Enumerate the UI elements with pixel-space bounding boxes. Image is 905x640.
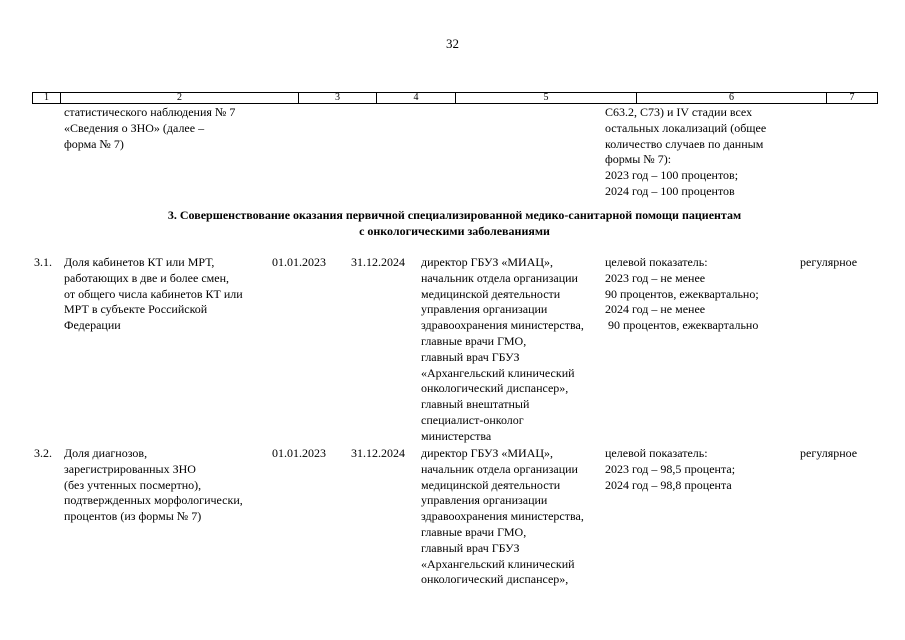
header-col-4: 4 <box>377 93 456 104</box>
row-end-date: 31.12.2024 <box>351 446 405 460</box>
row-indicator: целевой показатель: 2023 год – 98,5 процента; 2024 год – 98,8 процента <box>605 446 736 492</box>
header-col-3: 3 <box>299 93 377 104</box>
header-col-7: 7 <box>827 93 878 104</box>
header-col-2: 2 <box>61 93 299 104</box>
row-number: 3.1. <box>34 255 52 269</box>
page-number: 32 <box>446 36 459 51</box>
row-name: Доля диагнозов, зарегистрированных ЗНО (без учтенных посмертно), подтвержденных морфологически, процентов (из формы № 7) <box>64 446 243 524</box>
continuation-name: статистического наблюдения № 7 «Сведения о ЗНО» (далее – форма № 7) <box>64 105 236 151</box>
header-col-6: 6 <box>637 93 827 104</box>
row-start-date: 01.01.2023 <box>272 255 326 269</box>
row-indicator: целевой показатель: 2023 год – не менее 90 процентов, ежеквартально; 2024 год – не менее 90 процентов, ежеквартально <box>605 255 759 333</box>
section-title-line2: с онкологическими заболеваниями <box>359 224 550 238</box>
row-number: 3.2. <box>34 446 52 460</box>
header-col-5: 5 <box>456 93 637 104</box>
row-end-date: 31.12.2024 <box>351 255 405 269</box>
row-responsible: директор ГБУЗ «МИАЦ», начальник отдела организации медицинской деятельности управления организации здравоохранения министерства, главные врачи ГМО, главный врач ГБУЗ «Архангельский клинический онкологический диспансер», главный внештатный специалист-онколог министерства <box>421 255 584 443</box>
row-name: Доля кабинетов КТ или МРТ, работающих в две и более смен, от общего числа кабинетов КТ или МРТ в субъекте Российской Федерации <box>64 255 243 333</box>
row-start-date: 01.01.2023 <box>272 446 326 460</box>
row-responsible: директор ГБУЗ «МИАЦ», начальник отдела организации медицинской деятельности управления организации здравоохранения министерства, главные врачи ГМО, главный врач ГБУЗ «Архангельский клинический онкологический диспансер», <box>421 446 584 587</box>
table-header <box>32 92 878 104</box>
continuation-indicator: C63.2, C73) и IV стадии всех остальных локализаций (общее количество случаев по данным формы № 7): 2023 год – 100 процентов; 2024 год – 100 процентов <box>605 105 767 198</box>
section-title-line1: 3. Совершенствование оказания первичной специализированной медико-санитарной помощи пациентам <box>167 208 742 222</box>
header-col-1: 1 <box>33 93 61 104</box>
row-periodicity: регулярное <box>800 446 858 460</box>
row-periodicity: регулярное <box>800 255 858 269</box>
